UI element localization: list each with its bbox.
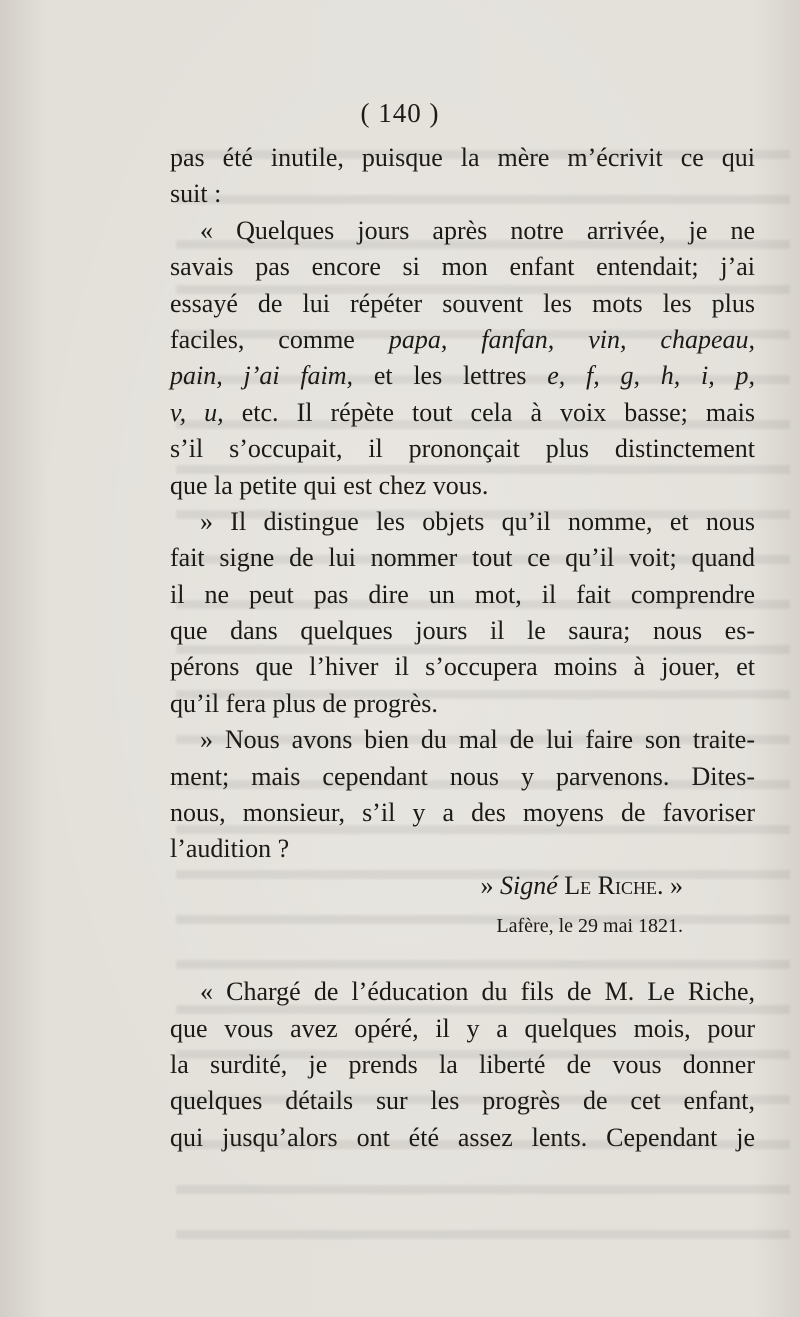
text-line: la surdité, je prends la liberté de vous donner [170,1049,755,1079]
signature-line [170,868,755,904]
page-number: ( 140 ) [360,98,440,128]
text-line: « Quelques jours après notre arrivée, je ne [200,215,755,245]
italic-letters: v, u, [170,397,224,427]
text-line: ment; mais cependant nous y parvenons. Dites- [170,761,755,791]
text-line: qu’il fera plus de progrès. [170,688,438,718]
text-line: l’audition ? [170,834,290,864]
text-line: s’il s’occupait, il prononçait plus distinctement [170,434,755,464]
text-line [170,395,755,431]
text-line: pas été inutile, puisque la mère m’écrivit ce qui [170,143,755,172]
text-line: « Chargé de l’éducation du fils de M. Le Riche, [200,977,755,1007]
text-line: il ne peut pas dire un mot, il fait comprendre [170,579,755,609]
italic-letters: e, f, g, h, i, p, [547,361,755,391]
text-line: essayé de lui répéter souvent les mots les plus [170,288,755,318]
signature-name: Le Riche. » [557,870,683,900]
italic-words: pain, j’ai faim, [170,361,354,391]
text-line: » Il distingue les objets qu’il nomme, et nous [200,506,755,536]
text-line: fait signe de lui nommer tout ce qu’il voit; quand [170,543,755,573]
italic-words: papa, fanfan, vin, chapeau, [388,324,756,354]
place-date-line: Lafère, le 29 mai 1821. [496,915,683,938]
paragraph-gap [170,948,755,974]
text-line: que dans quelques jours il le saura; nous es- [170,616,755,646]
text-line: quelques détails sur les progrès de cet enfant, [170,1086,755,1116]
text-line: que la petite qui est chez vous. [170,470,489,500]
text-segment: » [480,870,501,900]
text-line: que vous avez opéré, il y a quelques mois, pour [170,1013,755,1043]
signed-word: Signé [500,870,558,900]
text-line: » Nous avons bien du mal de lui faire son traite- [200,725,755,755]
text-line [170,358,755,394]
text-segment: et les lettres [353,361,548,391]
text-line: qui jusqu’alors ont été assez lents. Cependant je [170,1122,755,1152]
text-line [170,322,755,358]
text-line: nous, monsieur, s’il y a des moyens de favoriser [170,798,755,828]
text-line: savais pas encore si mon enfant entendait; j’ai [170,252,755,282]
text-segment: faciles, comme [170,324,389,354]
text-line: suit : [170,179,222,209]
text-line: pérons que l’hiver il s’occupera moins à jouer, et [170,652,755,682]
body-text [170,140,755,1156]
text-segment: etc. Il répète tout cela à voix basse; mais [223,397,755,427]
